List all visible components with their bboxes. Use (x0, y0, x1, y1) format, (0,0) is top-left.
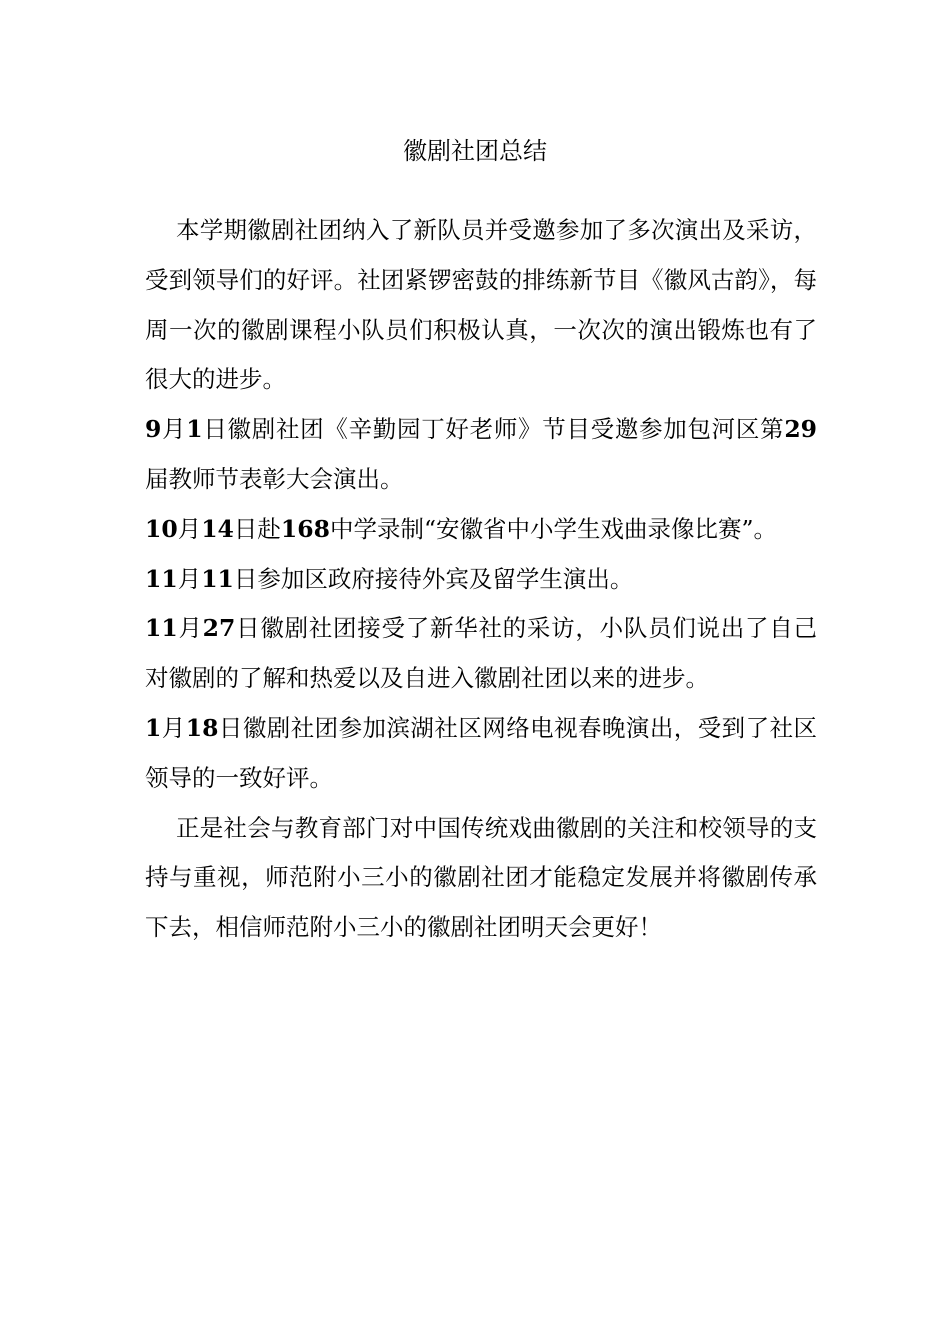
intro-paragraph: 本学期徽剧社团纳入了新队员并受邀参加了多次演出及采访，受到领导们的好评。社团紧锣密鼓的排练新节目《徽风古韵》，每周一次的徽剧课程小队员们积极认真，一次次的演出锻炼也有了很大的进步。 (145, 216, 817, 394)
document-body (145, 206, 817, 953)
event-paragraph-jan18: 1月18日徽剧社团参加滨湖社区网络电视春晚演出，受到了社区领导的一致好评。 (145, 713, 818, 792)
event-paragraph-sep1: 9月1日徽剧社团《辛勤园丁好老师》节目受邀参加包河区第29届教师节表彰大会演出。 (145, 415, 818, 493)
event-paragraph-oct14: 10月14日赴168中学录制“安徽省中小学生戏曲录像比赛”。 (145, 514, 777, 543)
event-paragraph-nov27: 11月27日徽剧社团接受了新华社的采访，小队员们说出了自己对徽剧的了解和热爱以及自进入徽剧社团以来的进步。 (145, 614, 817, 693)
event-paragraph-nov11: 11月11日参加区政府接待外宾及留学生演出。 (145, 564, 634, 593)
closing-paragraph: 正是社会与教育部门对中国传统戏曲徽剧的关注和校领导的支持与重视，师范附小三小的徽剧社团才能稳定发展并将徽剧传承下去，相信师范附小三小的徽剧社团明天会更好！ (145, 813, 817, 942)
document-title: 徽剧社团总结 (403, 137, 547, 165)
